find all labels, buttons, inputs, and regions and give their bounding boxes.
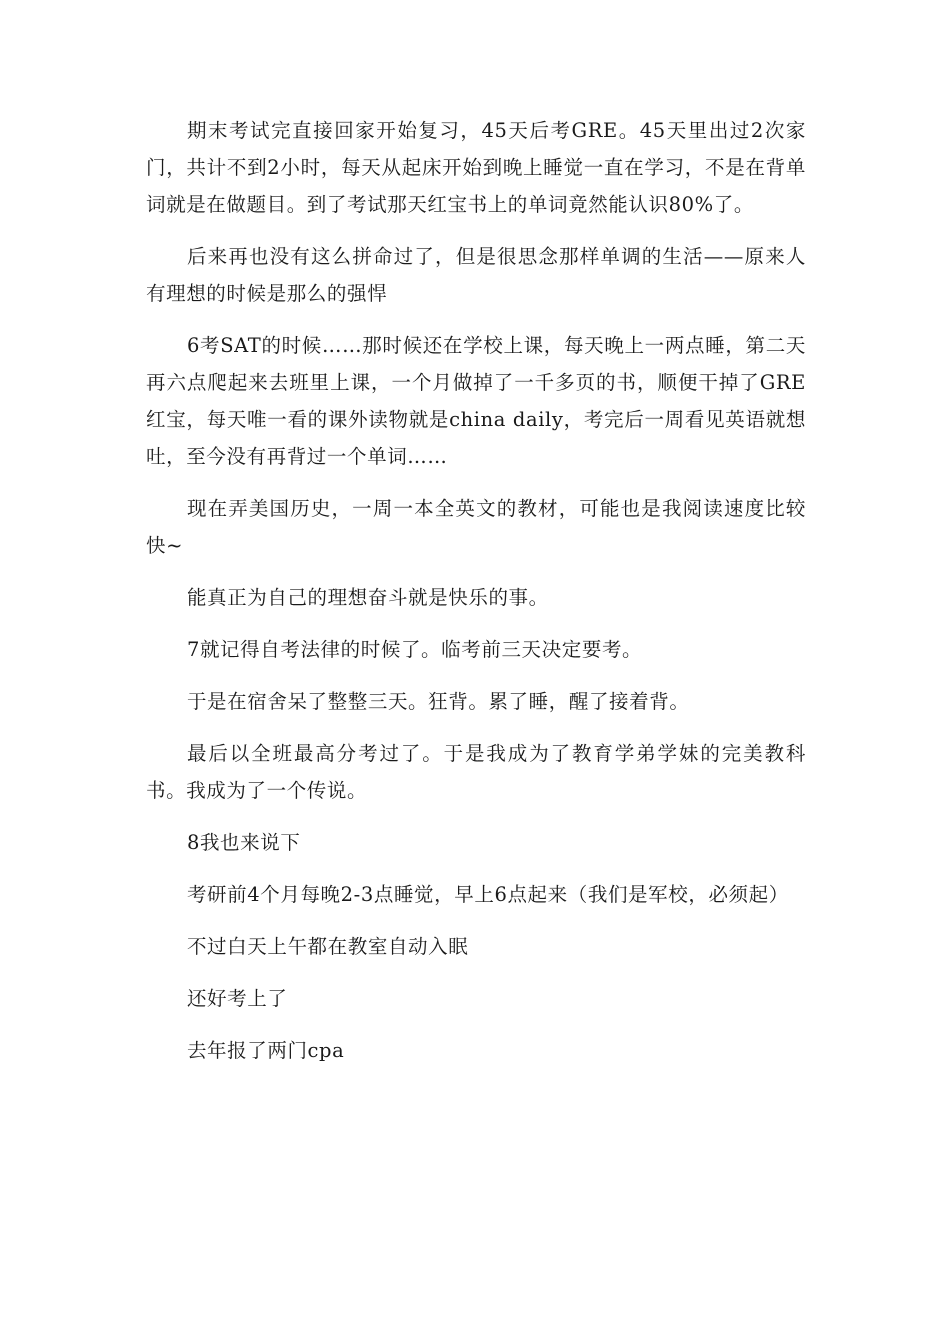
paragraph-reflection: 后来再也没有这么拼命过了，但是很思念那样单调的生活——原来人有理想的时候是那么的强悍: [146, 245, 806, 305]
paragraph-intro-8: 8我也来说下: [186, 831, 301, 854]
paragraph-gre-review: 期末考试完直接回家开始复习，45天后考GRE。45天里出过2次家门，共计不到2小时，每天从起床开始到晚上睡觉一直在学习，不是在背单词就是在做题目。到了考试那天红宝书上的单词竟然能认识80%了。: [146, 119, 806, 216]
paragraph-grad-exam: 考研前4个月每晚2-3点睡觉，早上6点起来（我们是军校，必须起）: [186, 883, 789, 906]
paragraph-top-score: 最后以全班最高分考过了。于是我成为了教育学弟学妹的完美教科书。我成为了一个传说。: [146, 742, 806, 802]
document-body: [146, 112, 806, 1084]
paragraph-law-exam: 7就记得自考法律的时候了。临考前三天决定要考。: [186, 638, 643, 661]
paragraph-passed: 还好考上了: [186, 987, 288, 1010]
paragraph-ideal: 能真正为自己的理想奋斗就是快乐的事。: [186, 586, 549, 609]
paragraph-sat: 6考SAT的时候……那时候还在学校上课，每天晚上一两点睡，第二天再六点爬起来去班里上课，一个月做掉了一千多页的书，顺便干掉了GRE红宝，每天唯一看的课外读物就是china daily，考完后一周看见英语就想吐，至今没有再背过一个单词……: [146, 334, 806, 468]
paragraph-us-history: 现在弄美国历史，一周一本全英文的教材，可能也是我阅读速度比较快~: [146, 497, 806, 557]
paragraph-dorm-study: 于是在宿舍呆了整整三天。狂背。累了睡，醒了接着背。: [186, 690, 690, 713]
paragraph-cpa: 去年报了两门cpa: [186, 1039, 345, 1062]
paragraph-morning-sleep: 不过白天上午都在教室自动入眠: [186, 935, 469, 958]
